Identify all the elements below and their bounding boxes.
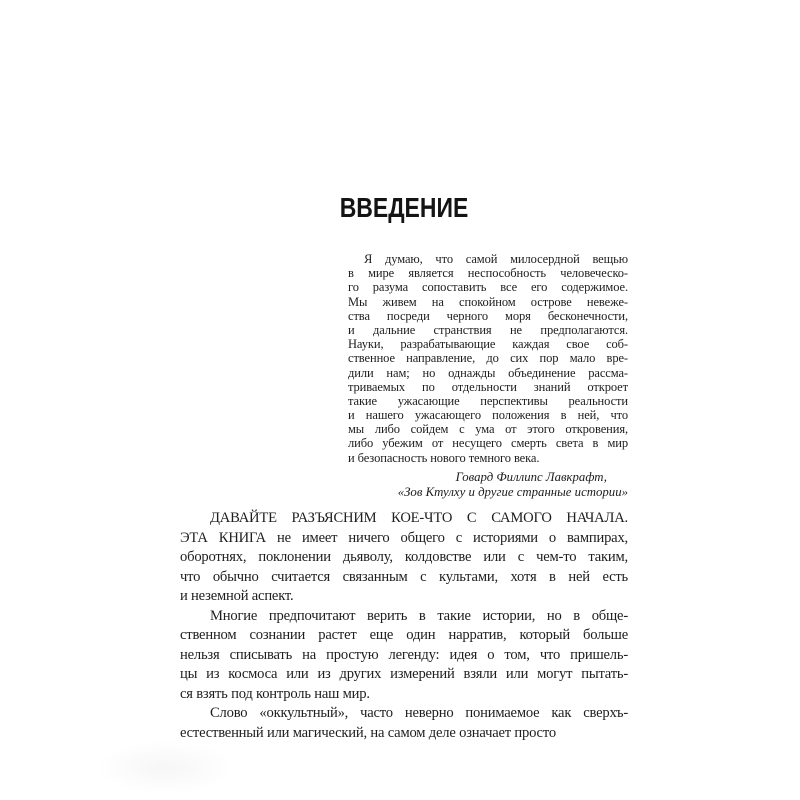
text-line: Науки, разрабатывающие каждая свое соб- xyxy=(348,337,628,352)
epigraph-attribution xyxy=(348,470,628,500)
paragraph xyxy=(180,509,628,607)
text-line: ся взять под контроль наш мир. xyxy=(180,685,370,702)
text-line: такие ужасающие перспективы реальности xyxy=(348,393,628,408)
text-line: либо убежим от несущего смерть света в мир xyxy=(348,436,628,451)
chapter-title: ВВЕДЕНИЕ xyxy=(339,192,469,223)
paragraph xyxy=(180,607,628,705)
attribution-author: Говард Филлипс Лавкрафт, xyxy=(455,469,607,484)
text-line: ственном сознании растет еще один нарратив, который больше xyxy=(180,627,628,643)
text-line: ства посреди черного моря бесконечности, xyxy=(348,308,628,323)
text-line: естественный или магический, на самом деле означает просто xyxy=(180,724,556,741)
text-line: го разума сопоставить все его содержимое. xyxy=(348,280,628,295)
body-text xyxy=(180,509,628,743)
text-line: и безопасность нового темного века. xyxy=(348,450,540,465)
epigraph-block xyxy=(348,252,628,499)
text-line: дили нам; но однажды объединение рассма- xyxy=(348,365,628,380)
epigraph xyxy=(348,252,628,465)
text-line: мы либо сойдем с ума от этого откровения, xyxy=(348,422,628,437)
text-line: и неземной аспект. xyxy=(180,588,294,604)
text-line: в мире является неспособность человеческо- xyxy=(348,266,628,281)
scan-artifact xyxy=(95,740,235,795)
text-line: ственное направление, до сих пор мало вре- xyxy=(348,351,628,366)
text-line: оборотнях, поклонении дьяволу, колдовстве или с чем-то таким, xyxy=(180,549,628,565)
text-line: Многие предпочитают верить в такие истории, но в обще- xyxy=(210,607,628,624)
text-line: цы из космоса или из других измерений взяли или могут пытать- xyxy=(180,666,628,682)
attribution-work-title: «Зов Ктулху и другие странные истории» xyxy=(397,484,628,499)
text-line: нельзя списывать на простую легенду: идея о том, что пришель- xyxy=(180,646,628,663)
text-line: Мы живем на спокойном острове невеже- xyxy=(348,294,628,309)
text-line: и дальние странствия не предполагаются. xyxy=(348,322,628,337)
text-line: что обычно считается связанным с культами, хотя в ней есть xyxy=(180,568,628,585)
paragraph xyxy=(180,704,628,743)
text-line: триваемых по отдельности знаний откроет xyxy=(348,379,628,394)
text-line: Я думаю, что самой милосердной вещью xyxy=(364,252,628,266)
text-line: ЭТА КНИГА не имеет ничего общего с историями о вампирах, xyxy=(180,529,628,546)
text-line: ДАВАЙТЕ РАЗЪЯСНИМ КОЕ-ЧТО С САМОГО НАЧАЛА. xyxy=(210,510,628,526)
text-line: Слово «оккультный», часто неверно понимаемое как сверхъ- xyxy=(210,705,628,721)
text-line: и нашего ужасающего положения в ней, что xyxy=(348,408,628,423)
